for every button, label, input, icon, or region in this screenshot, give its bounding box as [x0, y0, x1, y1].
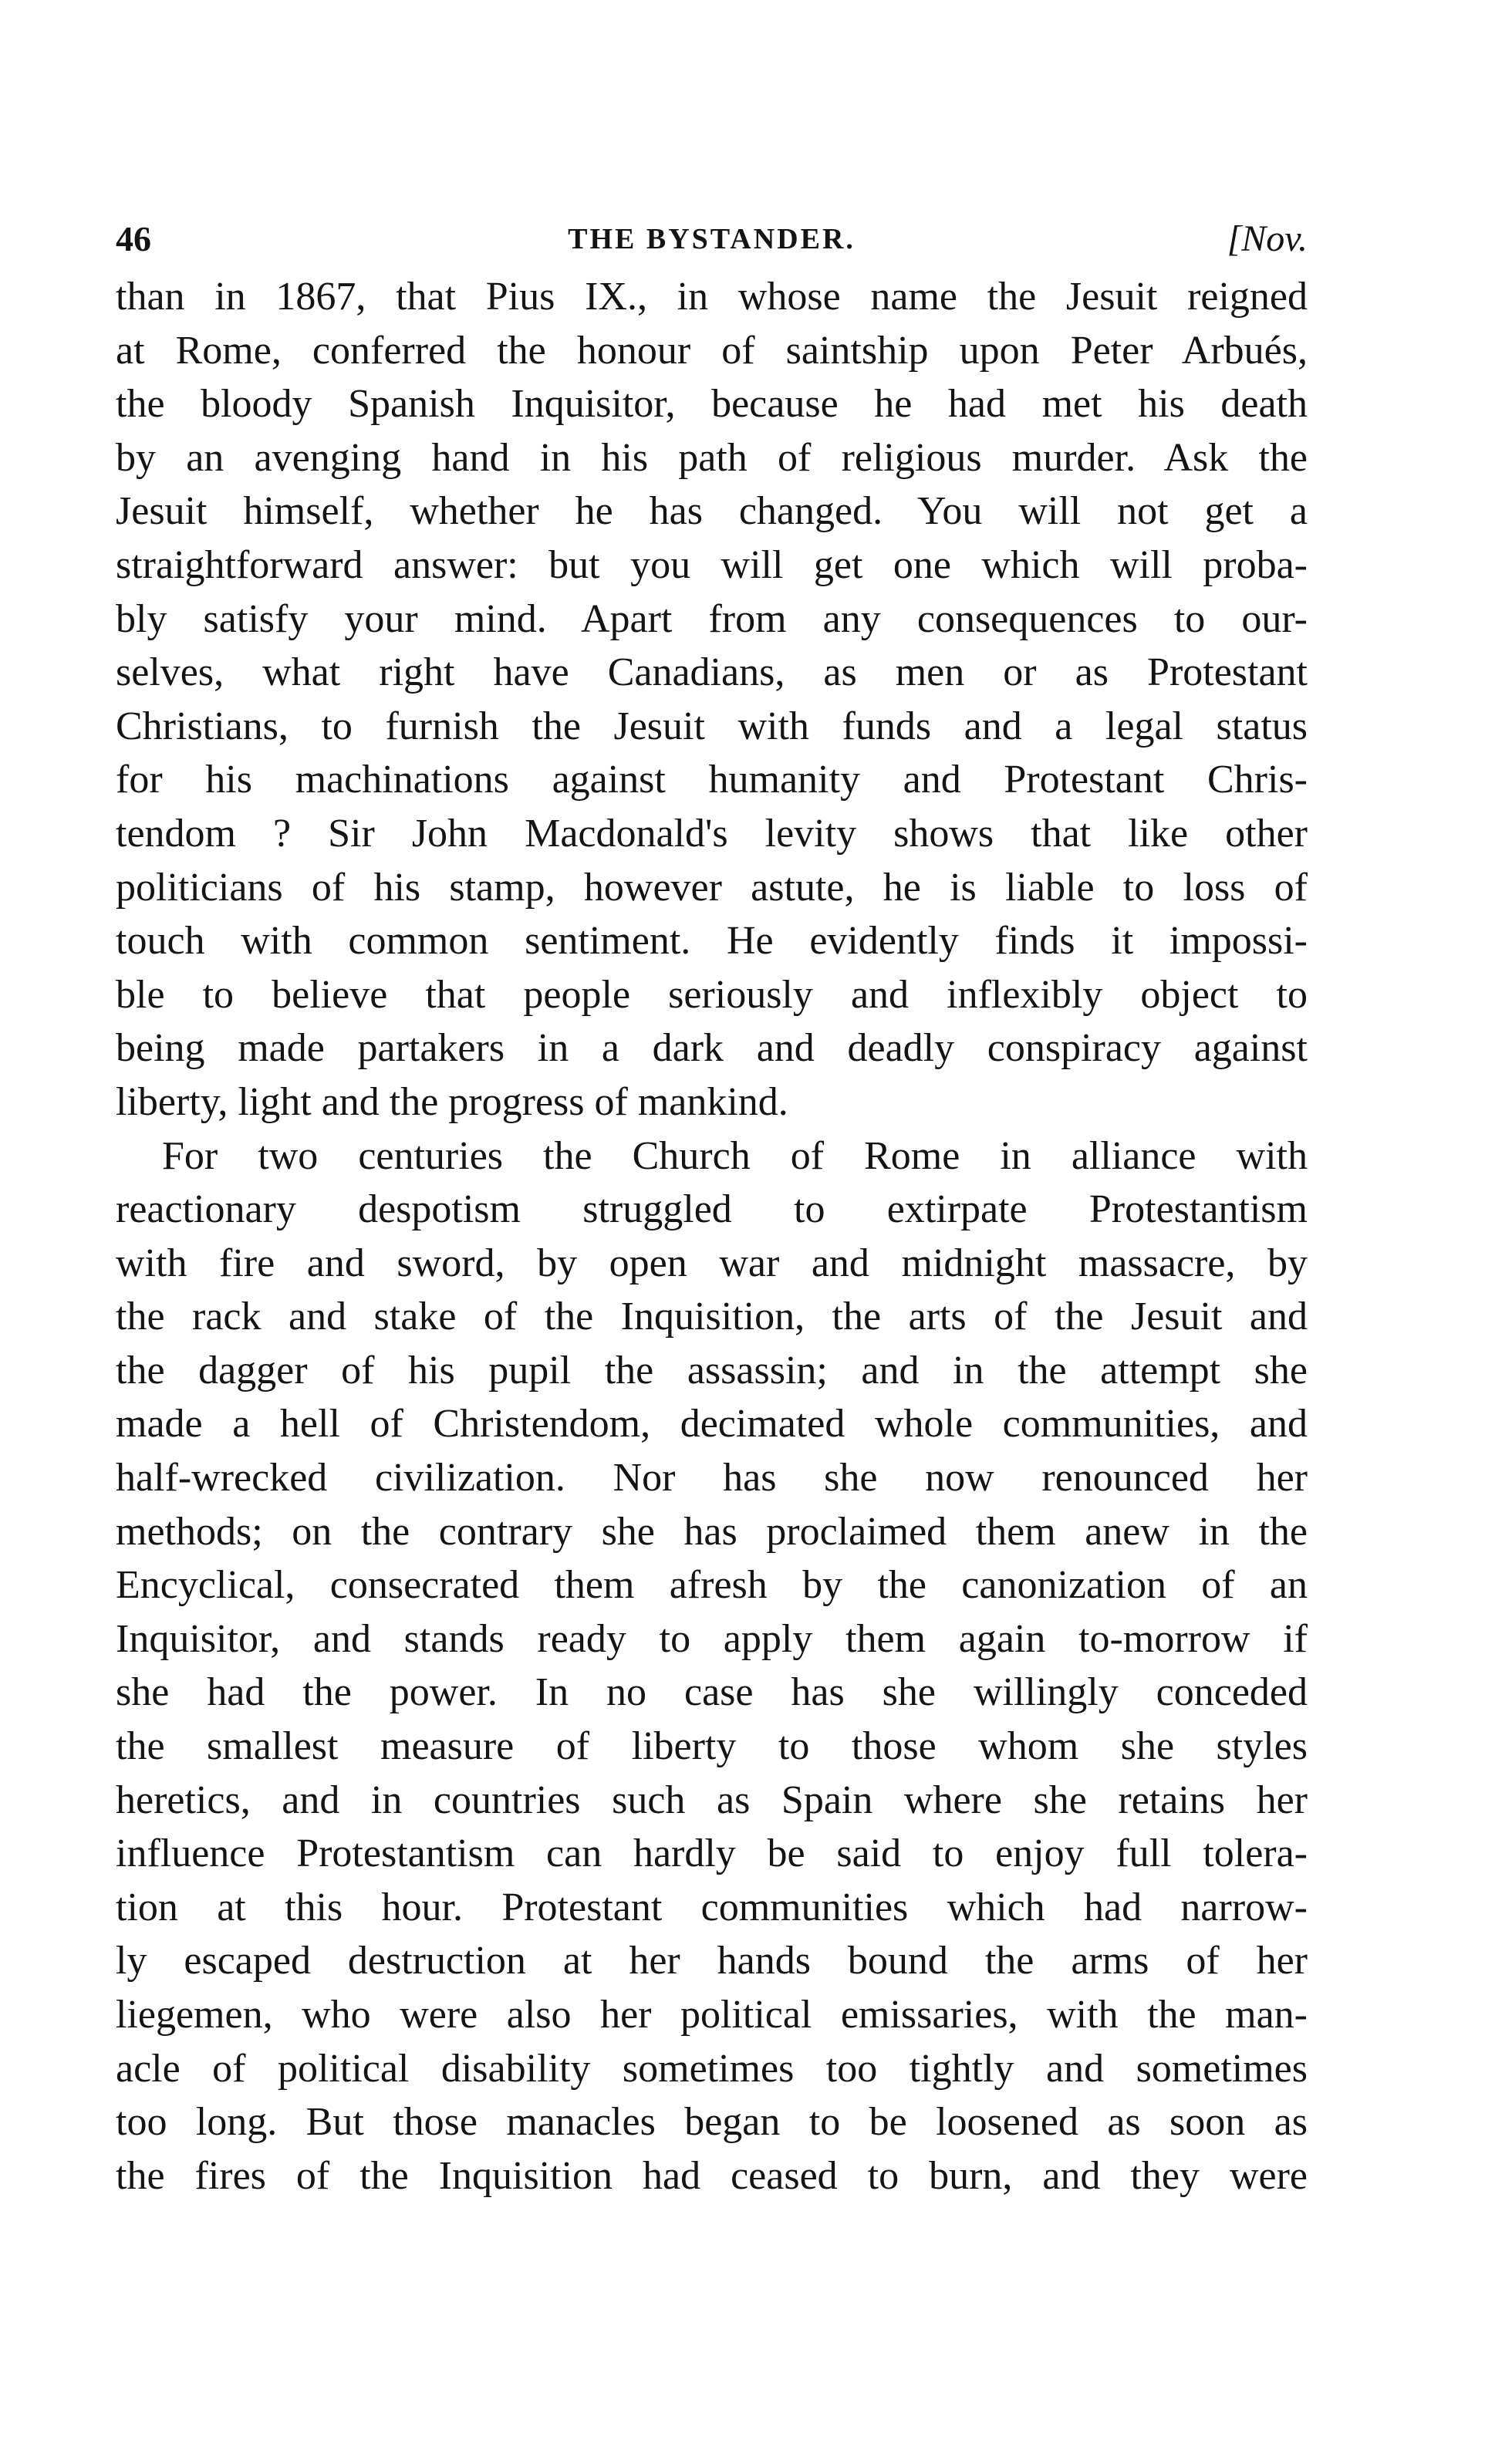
text-line: acle of political disability sometimes too tightly and sometimes: [116, 2046, 1308, 2091]
text-line: Jesuit himself, whether he has changed. You will not get a: [116, 489, 1308, 534]
text-line: ble to believe that people seriously and inflexibly object to: [116, 972, 1308, 1017]
text-line: liegemen, who were also her political emissaries, with the man-: [116, 1993, 1308, 2037]
text-line: the bloody Spanish Inquisitor, because he had met his death: [116, 382, 1308, 427]
text-line: reactionary despotism struggled to extirpate Protestantism: [116, 1187, 1308, 1232]
text-line: touch with common sentiment. He evidently finds it impossi-: [116, 919, 1308, 964]
text-line: at Rome, conferred the honour of saintship upon Peter Arbués,: [116, 328, 1308, 373]
text-line: selves, what right have Canadians, as men or as Protestant: [116, 650, 1308, 695]
text-line: the fires of the Inquisition had ceased to burn, and they were: [116, 2153, 1308, 2198]
text-line: for his machinations against humanity and Protestant Chris-: [116, 758, 1308, 802]
text-line: too long. But those manacles began to be loosened as soon as: [116, 2100, 1308, 2145]
text-line: heretics, and in countries such as Spain where she retains her: [116, 1777, 1308, 1822]
text-line: straightforward answer: but you will get one which will proba-: [116, 542, 1308, 587]
text-line: Christians, to furnish the Jesuit with funds and a legal status: [116, 704, 1308, 748]
body-text: [116, 270, 1308, 2203]
text-line: the rack and stake of the Inquisition, the arts of the Jesuit and: [116, 1295, 1308, 1339]
text-line: than in 1867, that Pius IX., in whose name the Jesuit reigned: [116, 275, 1308, 319]
text-line: the dagger of his pupil the assassin; and in the attempt she: [116, 1348, 1308, 1393]
running-month: [Nov.: [1227, 218, 1308, 259]
text-line: half-wrecked civilization. Nor has she now renounced her: [116, 1456, 1308, 1501]
text-line: influence Protestantism can hardly be said to enjoy full tolera-: [116, 1831, 1308, 1876]
text-line: ly escaped destruction at her hands bound the arms of her: [116, 1939, 1308, 1983]
text-line: being made partakers in a dark and deadly conspiracy against: [116, 1026, 1308, 1071]
text-line: Inquisitor, and stands ready to apply them again to-morrow if: [116, 1616, 1308, 1661]
paragraph-start-line: For two centuries the Church of Rome in alliance with: [162, 1133, 1308, 1178]
text-line: tendom ? Sir John Macdonald's levity shows that like other: [116, 811, 1308, 856]
text-line: bly satisfy your mind. Apart from any consequences to our-: [116, 596, 1308, 641]
running-title: THE BYSTANDER.: [568, 223, 856, 255]
text-line: with fire and sword, by open war and midnight massacre, by: [116, 1241, 1308, 1285]
text-line: made a hell of Christendom, decimated whole communities, and: [116, 1402, 1308, 1447]
page-number: 46: [116, 219, 151, 258]
book-page: [116, 208, 1308, 2203]
text-line: tion at this hour. Protestant communities which had narrow-: [116, 1885, 1308, 1929]
text-line: the smallest measure of liberty to those whom she styles: [116, 1724, 1308, 1769]
text-line: by an avenging hand in his path of religious murder. Ask the: [116, 435, 1308, 480]
paragraph-end-line: liberty, light and the progress of mankind.: [116, 1079, 788, 1124]
text-line: she had the power. In no case has she willingly conceded: [116, 1670, 1308, 1715]
running-header: [116, 208, 1308, 270]
text-line: Encyclical, consecrated them afresh by the canonization of an: [116, 1563, 1308, 1608]
text-line: politicians of his stamp, however astute, he is liable to loss of: [116, 865, 1308, 910]
text-line: methods; on the contrary she has proclaimed them anew in the: [116, 1509, 1308, 1554]
